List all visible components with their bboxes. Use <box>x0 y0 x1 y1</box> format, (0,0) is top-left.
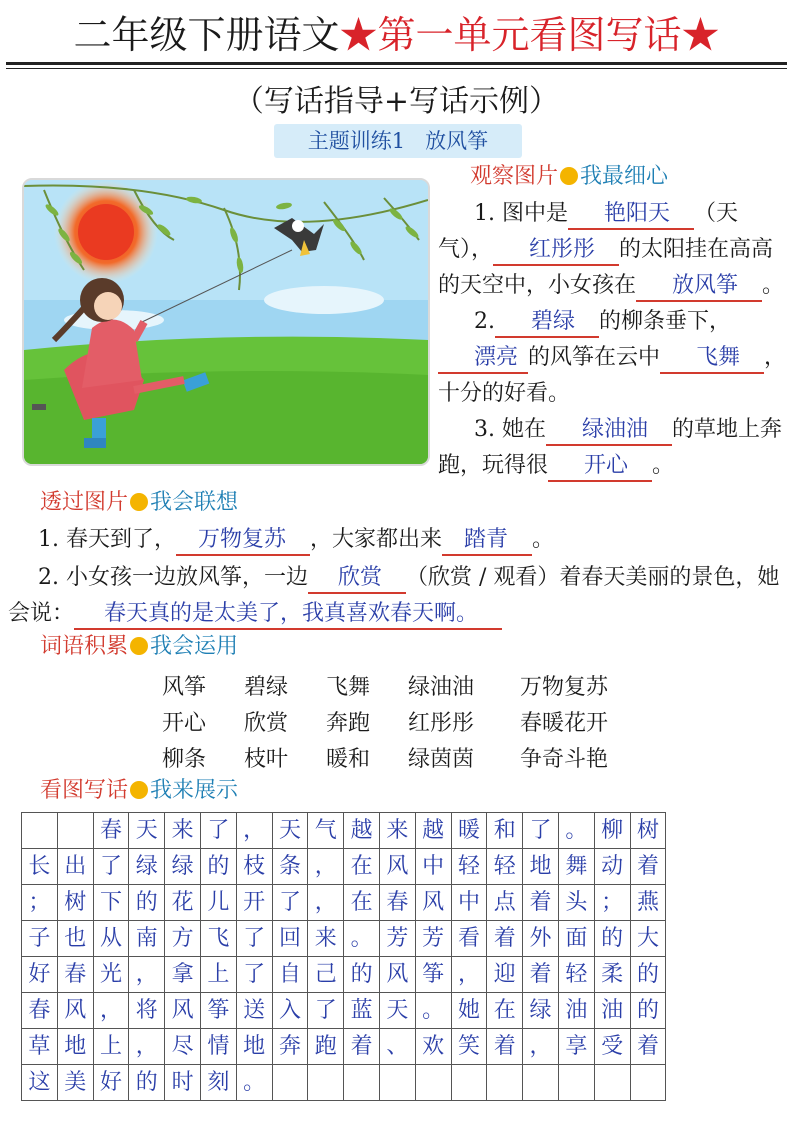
grid-cell: 、 <box>379 1029 415 1065</box>
answer-blank: 欣赏 <box>308 564 406 594</box>
grid-cell: 的 <box>200 849 236 885</box>
grid-cell: 舞 <box>558 849 594 885</box>
grid-cell: 看 <box>451 921 487 957</box>
grid-cell: 跑 <box>308 1029 344 1065</box>
grid-cell: 入 <box>272 993 308 1029</box>
grid-cell: ， <box>523 1029 559 1065</box>
vocab-word: 争奇斗艳 <box>520 747 609 772</box>
grid-cell: 上 <box>93 1029 129 1065</box>
grid-cell: 也 <box>57 921 93 957</box>
grid-cell: 筝 <box>415 957 451 993</box>
vocab-word: 柳条 <box>162 747 207 772</box>
title-rule-thin <box>6 68 787 69</box>
grid-cell <box>451 1065 487 1101</box>
answer-blank: 红彤彤 <box>493 236 619 266</box>
grid-cell: 气 <box>308 813 344 849</box>
grid-cell: 享 <box>558 1029 594 1065</box>
grid-cell: ， <box>129 1029 165 1065</box>
page-title <box>0 10 793 60</box>
grid-cell <box>487 1065 523 1101</box>
answer-blank: 绿油油 <box>546 416 672 446</box>
grid-cell: 来 <box>308 921 344 957</box>
grid-cell: 出 <box>57 849 93 885</box>
grid-cell <box>630 1065 666 1101</box>
grid-cell: 绿 <box>523 993 559 1029</box>
dot-icon <box>130 637 148 655</box>
grid-cell: 着 <box>344 1029 380 1065</box>
vocab-row <box>162 706 608 742</box>
star-icon: ★ <box>339 13 378 57</box>
answer-blank: 飞舞 <box>660 344 764 374</box>
grid-cell: 地 <box>57 1029 93 1065</box>
grid-cell: 了 <box>93 849 129 885</box>
grid-cell: 刻 <box>200 1065 236 1101</box>
vocab-word: 红彤彤 <box>408 711 475 736</box>
grid-cell: 芳 <box>379 921 415 957</box>
grid-cell: 开 <box>236 885 272 921</box>
grid-cell <box>415 1065 451 1101</box>
grid-cell: ； <box>22 885 58 921</box>
grid-cell: 头 <box>558 885 594 921</box>
section-heading-vocab: 词语积累 我会运用 <box>40 634 239 659</box>
grid-cell: 着 <box>630 849 666 885</box>
grid-cell: 风 <box>57 993 93 1029</box>
grid-cell: 着 <box>487 1029 523 1065</box>
grid-cell: 天 <box>379 993 415 1029</box>
vocab-word: 万物复苏 <box>520 675 609 700</box>
grid-row <box>22 1029 666 1065</box>
grid-cell: 天 <box>272 813 308 849</box>
grid-cell: 美 <box>57 1065 93 1101</box>
grid-cell: 春 <box>379 885 415 921</box>
grid-cell: 着 <box>630 1029 666 1065</box>
grid-cell: 了 <box>523 813 559 849</box>
grid-cell: 了 <box>200 813 236 849</box>
grid-row <box>22 957 666 993</box>
dot-icon <box>130 781 148 799</box>
grid-cell: 在 <box>487 993 523 1029</box>
title-rule-thick <box>6 62 787 65</box>
grid-cell: 绿 <box>165 849 201 885</box>
grid-row <box>22 993 666 1029</box>
grid-cell: 这 <box>22 1065 58 1101</box>
grid-cell: 自 <box>272 957 308 993</box>
grid-cell: 燕 <box>630 885 666 921</box>
dot-icon <box>130 493 148 511</box>
grid-cell: 的 <box>630 993 666 1029</box>
kite-illustration <box>22 178 430 466</box>
grid-cell: 拿 <box>165 957 201 993</box>
grid-cell: 的 <box>344 957 380 993</box>
grid-cell: 中 <box>451 885 487 921</box>
grid-cell: 轻 <box>487 849 523 885</box>
grid-cell: ， <box>93 993 129 1029</box>
grid-cell: 尽 <box>165 1029 201 1065</box>
grid-cell: 地 <box>523 849 559 885</box>
grid-cell <box>558 1065 594 1101</box>
grid-cell: 来 <box>379 813 415 849</box>
observe-q2: 2. 碧绿 的柳条垂下，漂亮 的风筝在云中 飞舞 ，十分的好看。 <box>438 309 787 406</box>
vocab-list <box>162 670 608 778</box>
grid-cell: 飞 <box>200 921 236 957</box>
grid-row <box>22 849 666 885</box>
grid-cell: 树 <box>630 813 666 849</box>
grid-cell: 越 <box>344 813 380 849</box>
grid-cell: 。 <box>415 993 451 1029</box>
grid-cell: 光 <box>93 957 129 993</box>
writing-grid <box>21 812 666 1101</box>
vocab-word: 开心 <box>162 711 207 736</box>
grid-cell: 暖 <box>451 813 487 849</box>
vocab-word: 欣赏 <box>244 711 289 736</box>
grid-cell: 了 <box>272 885 308 921</box>
grid-cell: 筝 <box>200 993 236 1029</box>
answer-blank: 万物复苏 <box>176 526 310 556</box>
grid-cell: 在 <box>344 849 380 885</box>
grid-cell: 的 <box>129 885 165 921</box>
grid-cell: 受 <box>594 1029 630 1065</box>
grid-cell: 天 <box>129 813 165 849</box>
grid-cell: 草 <box>22 1029 58 1065</box>
vocab-word: 枝叶 <box>244 747 289 772</box>
grid-cell: ， <box>308 849 344 885</box>
grid-cell: 儿 <box>200 885 236 921</box>
grid-cell: 轻 <box>558 957 594 993</box>
vocab-word: 风筝 <box>162 675 207 700</box>
grid-cell <box>379 1065 415 1101</box>
grid-cell: 好 <box>93 1065 129 1101</box>
answer-blank: 开心 <box>548 452 652 482</box>
answer-blank: 碧绿 <box>495 308 599 338</box>
answer-blank: 漂亮 <box>438 344 528 374</box>
grid-cell: 春 <box>57 957 93 993</box>
grid-cell: ； <box>594 885 630 921</box>
grid-cell: 笑 <box>451 1029 487 1065</box>
grid-cell: 奔 <box>272 1029 308 1065</box>
grid-cell: 轻 <box>451 849 487 885</box>
grid-cell: 动 <box>594 849 630 885</box>
answer-blank: 春天真的是太美了，我真喜欢春天啊。 <box>74 600 502 630</box>
grid-cell: 从 <box>93 921 129 957</box>
grid-cell: 的 <box>129 1065 165 1101</box>
vocab-row <box>162 742 608 778</box>
grid-cell: 春 <box>22 993 58 1029</box>
grid-cell: 上 <box>200 957 236 993</box>
section-heading-writing: 看图写话 我来展示 <box>40 778 239 803</box>
grid-cell: 风 <box>415 885 451 921</box>
grid-cell: 在 <box>344 885 380 921</box>
grid-cell: 。 <box>558 813 594 849</box>
grid-cell: 风 <box>379 849 415 885</box>
vocab-word: 奔跑 <box>326 711 371 736</box>
grid-cell: 柔 <box>594 957 630 993</box>
theme-title: 主题训练1 放风筝 <box>307 129 489 153</box>
title-unit: 第一单元看图写话 <box>377 13 682 57</box>
grid-cell: 树 <box>57 885 93 921</box>
grid-cell: 油 <box>594 993 630 1029</box>
title-grade: 二年级下册语文 <box>73 13 340 57</box>
grid-cell: 枝 <box>236 849 272 885</box>
grid-cell: 她 <box>451 993 487 1029</box>
vocab-word: 春暖花开 <box>520 711 609 736</box>
grid-cell <box>344 1065 380 1101</box>
observe-q3: 3. 她在 绿油油 的草地上奔跑，玩得很 开心 。 <box>438 412 788 484</box>
grid-cell: 芳 <box>415 921 451 957</box>
grid-cell: ， <box>129 957 165 993</box>
grid-cell: 柳 <box>594 813 630 849</box>
observe-q1: 1. 图中是 艳阳天 （天气）， 红彤彤 的太阳挂在高高的天空中，小女孩在 放风筝 。 <box>438 196 788 304</box>
answer-blank: 艳阳天 <box>568 200 694 230</box>
grid-row <box>22 1065 666 1101</box>
grid-cell: 长 <box>22 849 58 885</box>
star-icon: ★ <box>681 13 720 57</box>
grid-cell: 外 <box>523 921 559 957</box>
grid-cell: 己 <box>308 957 344 993</box>
grid-cell: 着 <box>523 885 559 921</box>
grid-cell: ， <box>451 957 487 993</box>
vocab-row <box>162 670 608 706</box>
grid-cell: 地 <box>236 1029 272 1065</box>
grid-cell <box>272 1065 308 1101</box>
grid-cell: 风 <box>379 957 415 993</box>
grid-cell: 着 <box>523 957 559 993</box>
grid-cell: 好 <box>22 957 58 993</box>
vocab-word: 飞舞 <box>326 675 371 700</box>
grid-cell: 风 <box>165 993 201 1029</box>
grid-cell: 时 <box>165 1065 201 1101</box>
grid-cell: 了 <box>236 957 272 993</box>
dot-icon <box>560 167 578 185</box>
grid-cell: 条 <box>272 849 308 885</box>
grid-cell: 子 <box>22 921 58 957</box>
grid-cell: 油 <box>558 993 594 1029</box>
grid-cell: 下 <box>93 885 129 921</box>
grid-cell: 点 <box>487 885 523 921</box>
vocab-word: 绿茵茵 <box>408 747 475 772</box>
grid-cell: 中 <box>415 849 451 885</box>
grid-cell: 春 <box>93 813 129 849</box>
grid-cell: 情 <box>200 1029 236 1065</box>
grid-cell: ， <box>308 885 344 921</box>
grid-cell: ， <box>236 813 272 849</box>
grid-row <box>22 921 666 957</box>
grid-cell <box>57 813 93 849</box>
section-heading-observe: 观察图片 我最细心 <box>470 164 669 189</box>
imagine-q1: 1. 春天到了， 万物复苏 ，大家都出来 踏青 。 <box>16 522 786 558</box>
imagine-q2: 2. 小女孩一边放风筝，一边 欣赏 （欣赏 / 观看）着春天美丽的景色，她会说： 春天真的是太美了，我真喜欢春天啊。 <box>8 560 788 632</box>
grid-cell: 。 <box>236 1065 272 1101</box>
subtitle: （写话指导+写话示例） <box>233 84 560 119</box>
answer-blank: 踏青 <box>442 526 532 556</box>
grid-cell: 面 <box>558 921 594 957</box>
grid-cell: 欢 <box>415 1029 451 1065</box>
grid-cell: 大 <box>630 921 666 957</box>
grid-cell: 了 <box>308 993 344 1029</box>
grid-cell: 着 <box>487 921 523 957</box>
vocab-word: 碧绿 <box>244 675 289 700</box>
grid-cell: 将 <box>129 993 165 1029</box>
vocab-word: 绿油油 <box>408 675 475 700</box>
grid-cell: 方 <box>165 921 201 957</box>
grid-cell: 绿 <box>129 849 165 885</box>
grid-cell: 的 <box>630 957 666 993</box>
grid-cell: 来 <box>165 813 201 849</box>
grid-cell: 回 <box>272 921 308 957</box>
grid-row <box>22 885 666 921</box>
grid-cell: 越 <box>415 813 451 849</box>
grid-cell: 了 <box>236 921 272 957</box>
grid-cell <box>22 813 58 849</box>
grid-cell <box>523 1065 559 1101</box>
grid-cell: 花 <box>165 885 201 921</box>
grid-cell <box>594 1065 630 1101</box>
vocab-word: 暖和 <box>326 747 371 772</box>
grid-row <box>22 813 666 849</box>
answer-blank: 放风筝 <box>636 272 762 302</box>
grid-cell: 蓝 <box>344 993 380 1029</box>
grid-cell: 和 <box>487 813 523 849</box>
grid-cell: 的 <box>594 921 630 957</box>
section-heading-imagine: 透过图片 我会联想 <box>40 490 239 515</box>
grid-cell: 南 <box>129 921 165 957</box>
grid-cell: 。 <box>344 921 380 957</box>
grid-cell: 迎 <box>487 957 523 993</box>
grid-cell: 送 <box>236 993 272 1029</box>
grid-cell <box>308 1065 344 1101</box>
